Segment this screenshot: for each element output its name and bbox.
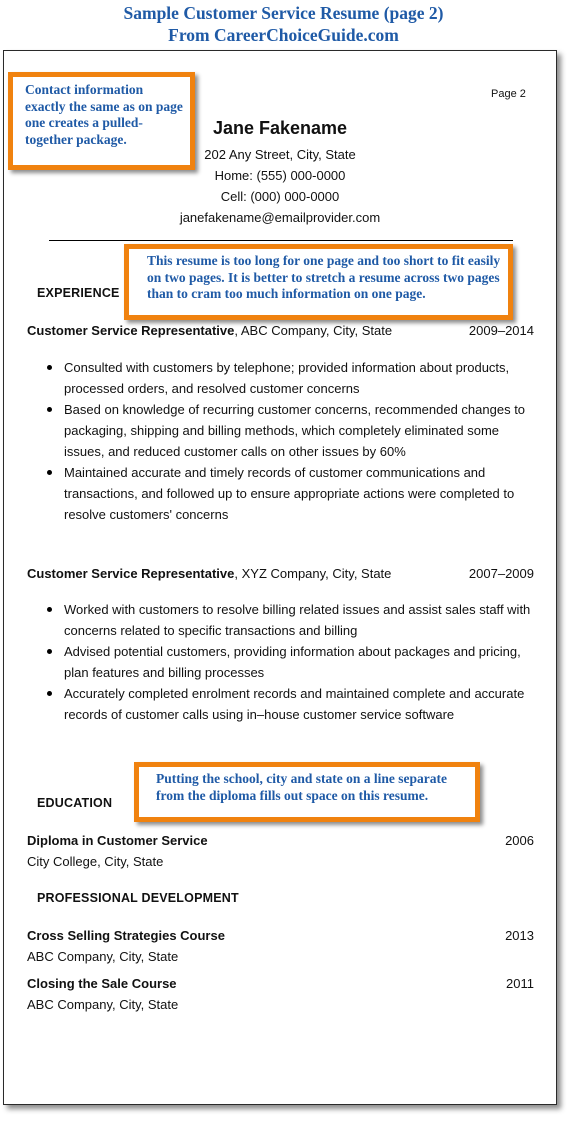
bullet-icon xyxy=(47,649,52,654)
diploma-year: 2006 xyxy=(505,833,534,848)
page-label: Page 2 xyxy=(491,88,526,100)
course-year: 2011 xyxy=(506,976,534,991)
list-item xyxy=(27,462,535,525)
bullet-icon xyxy=(47,691,52,696)
job-title: Customer Service Representative xyxy=(27,323,235,338)
header-title: Sample Customer Service Resume (page 2) xyxy=(123,3,444,23)
course-year: 2013 xyxy=(505,928,534,943)
cell-phone: Cell: (000) 000-0000 xyxy=(220,189,340,204)
home-phone: Home: (555) 000-0000 xyxy=(214,168,346,183)
bullet-text: Advised potential customers, providing information about packages and pricing, plan features and billing processes xyxy=(64,644,521,680)
job-bullets xyxy=(27,599,535,725)
diploma: Diploma in Customer Service xyxy=(27,833,208,848)
email: janefakename@emailprovider.com xyxy=(179,210,381,225)
job-dates: 2007–2009 xyxy=(468,566,534,581)
job-employer: , ABC Company, City, State xyxy=(234,323,393,338)
education-callout: Putting the school, city and state on a line separate from the diploma fills out space on this resume. xyxy=(134,762,480,822)
course-name: Closing the Sale Course xyxy=(27,976,177,991)
divider xyxy=(49,240,513,241)
header-source: From CareerChoiceGuide.com xyxy=(168,25,399,45)
course-name: Cross Selling Strategies Course xyxy=(27,928,225,943)
experience-heading: EXPERIENCE xyxy=(37,286,120,300)
professional-development-heading: PROFESSIONAL DEVELOPMENT xyxy=(37,891,239,905)
contact-callout: Contact information exactly the same as on page one creates a pulled-together package. xyxy=(8,72,195,170)
bullet-icon xyxy=(47,407,52,412)
candidate-name: Jane Fakename xyxy=(212,118,348,138)
job-bullets xyxy=(27,357,535,525)
job-title-line xyxy=(27,320,392,341)
job-title-line xyxy=(27,563,391,584)
job-title: Customer Service Representative xyxy=(27,566,235,581)
bullet-icon xyxy=(47,470,52,475)
address: 202 Any Street, City, State xyxy=(204,147,356,162)
bullet-text: Based on knowledge of recurring customer concerns, recommended changes to packaging, shipping and billing methods, which completely eliminated some issues, and reduced customer calls on other issues by 60% xyxy=(64,402,526,459)
job-employer: , XYZ Company, City, State xyxy=(234,566,392,581)
job-dates: 2009–2014 xyxy=(468,323,534,338)
education-heading: EDUCATION xyxy=(37,796,113,810)
resume-page xyxy=(3,50,557,1105)
bullet-text: Accurately completed enrolment records and maintained complete and accurate records of customer calls using in–house customer service software xyxy=(64,686,525,722)
list-item xyxy=(27,357,535,399)
course-org: ABC Company, City, State xyxy=(27,997,179,1012)
school: City College, City, State xyxy=(27,854,164,869)
bullet-icon xyxy=(47,607,52,612)
bullet-icon xyxy=(47,365,52,370)
bullet-text: Consulted with customers by telephone; provided information about products, processed orders, and resolved customer concerns xyxy=(64,360,510,396)
list-item xyxy=(27,399,535,462)
length-callout: This resume is too long for one page and too short to fit easily on two pages. It is better to stretch a resume across two pages than to cram too much information on one page. xyxy=(124,244,513,320)
list-item xyxy=(27,641,535,683)
course-org: ABC Company, City, State xyxy=(27,949,179,964)
bullet-text: Maintained accurate and timely records of customer communications and transactions, and followed up to ensure appropriate actions were completed to resolve customers' concerns xyxy=(64,465,515,522)
bullet-text: Worked with customers to resolve billing related issues and assist sales staff with concerns related to specific transactions and billing xyxy=(64,602,531,638)
list-item xyxy=(27,683,535,725)
list-item xyxy=(27,599,535,641)
